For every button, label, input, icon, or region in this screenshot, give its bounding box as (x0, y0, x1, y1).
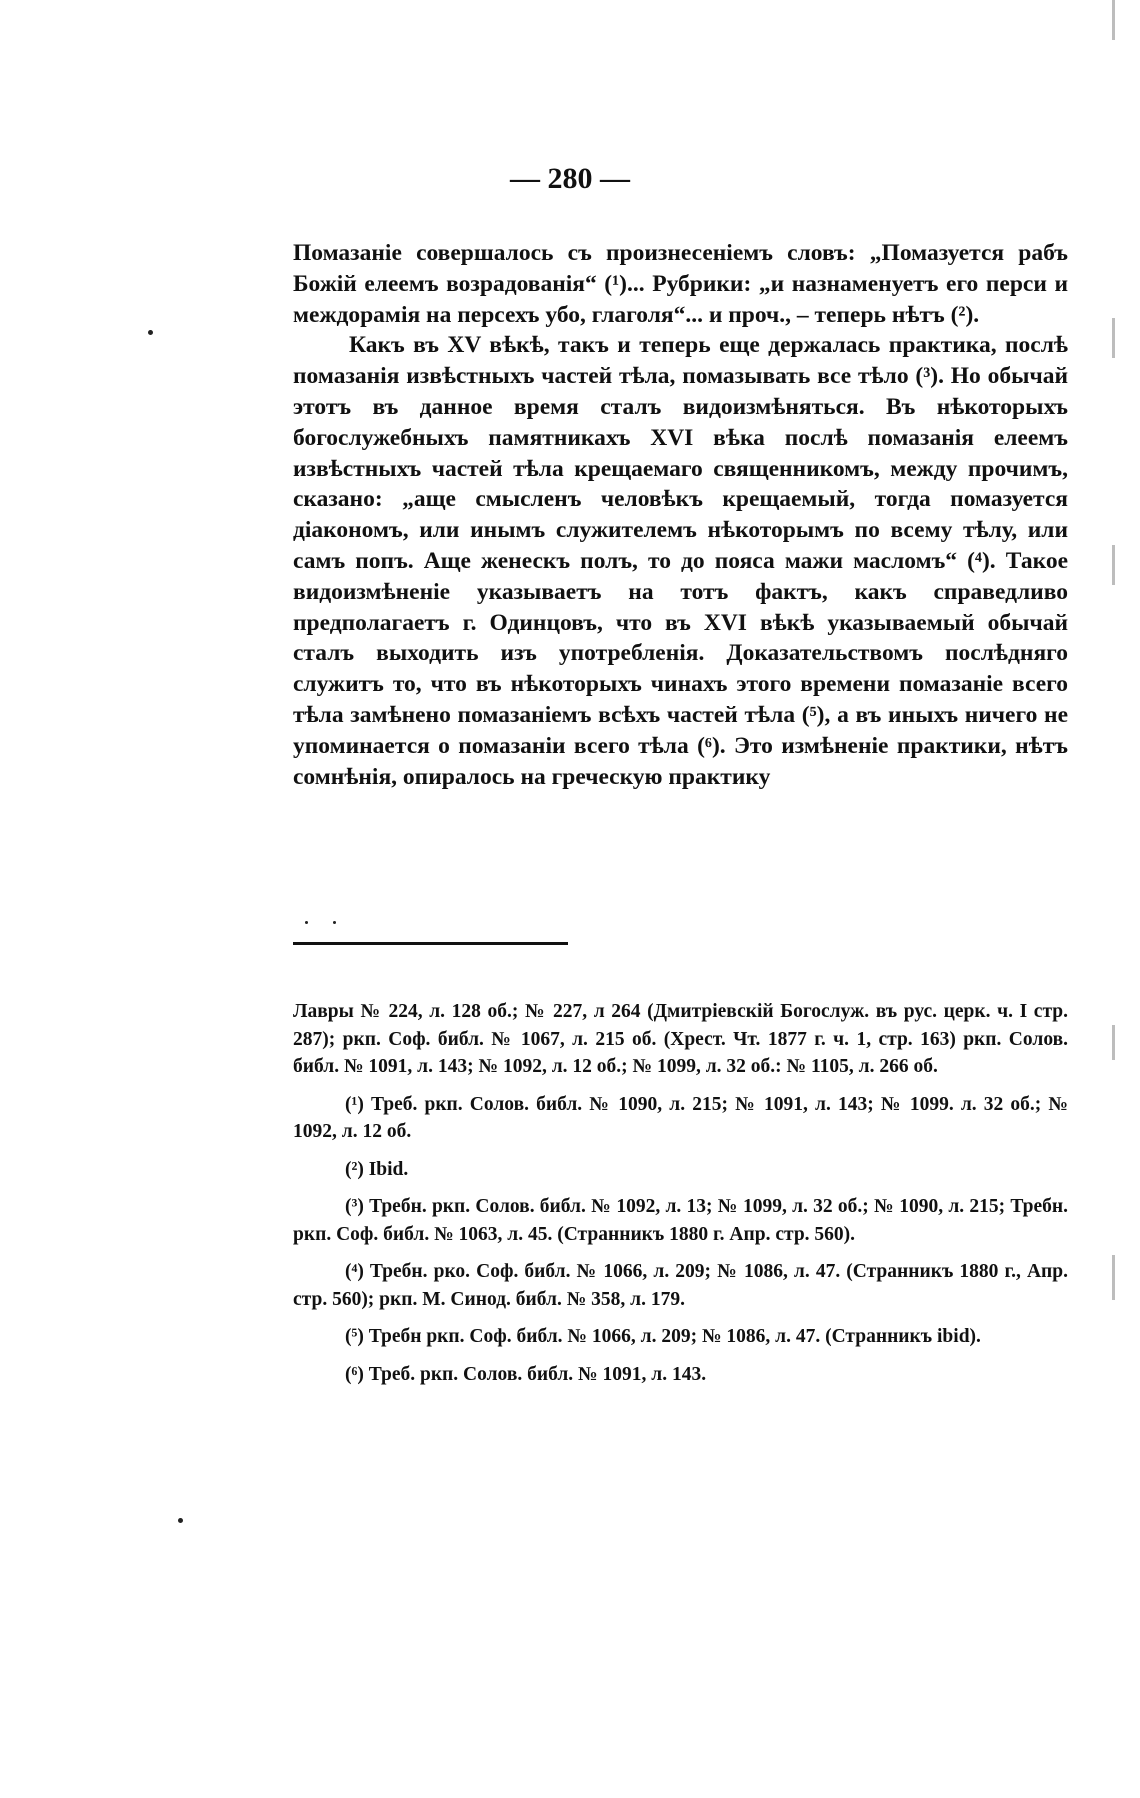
paragraph: Какъ въ XV вѣкѣ, такъ и теперь еще держалась практика, послѣ помазанія извѣстныхъ частей тѣла, помазывать все тѣло (³). Но обычай этотъ въ данное время сталъ видоизмѣняться. Въ нѣкоторыхъ богослужебныхъ памятникахъ XVI вѣка послѣ помазанія елеемъ извѣстныхъ частей тѣла крещаемаго священникомъ, между прочимъ, сказано: „аще смысленъ человѣкъ крещаемый, тогда помазуется діакономъ, или инымъ служителемъ нѣкоторымъ по всему тѣлу, или самъ попъ. Аще женескъ полъ, то до пояса мажи масломъ“ (⁴). Такое видоизмѣненіе указываетъ на тотъ фактъ, какъ справедливо предполагаетъ г. Одинцовъ, что въ XVI вѣкѣ указываемый обычай сталъ выходить изъ употребленія. Доказательствомъ послѣдняго служитъ то, что въ нѣкоторыхъ чинахъ этого времени помазаніе всего тѣла замѣнено помазаніемъ всѣхъ частей тѣла (⁵), а въ иныхъ ничего не упоминается о помазаніи всего тѣла (⁶). Это измѣненіе практики, нѣтъ сомнѣнія, опиралось на греческую практику (293, 332, 1068, 790)
scan-speck (333, 921, 336, 924)
footnote: (³) Требн. ркп. Солов. библ. № 1092, л. 13; № 1099, л. 32 об.; № 1090, л. 215; Требн. ркп. Соф. библ. № 1063, л. 45. (Странникъ 1880 г. Апр. стр. 560). (293, 1196, 1068, 1245)
main-text (293, 238, 1068, 792)
footnote: (⁶) Треб. ркп. Солов. библ. № 1091, л. 143. (345, 1363, 707, 1385)
scan-edge-mark (1112, 545, 1115, 585)
scan-speck (305, 921, 308, 924)
scan-speck (148, 330, 153, 335)
footnote-divider (293, 942, 568, 945)
footnote: (¹) Треб. ркп. Солов. библ. № 1090, л. 215; № 1091, л. 143; № 1099. л. 32 об.; № 1092, л. 12 об. (293, 1093, 1068, 1142)
footnote-continuation: Лавры № 224, л. 128 об.; № 227, л 264 (Дмитріевскій Богослуж. въ рус. церк. ч. I стр. 287); ркп. Соф. библ. № 1067, л. 215 об. (Хрест. Чт. 1877 г. ч. 1, стр. 163) ркп. Солов. библ. № 1091, л. 143; № 1092, л. 12 об.; № 1099, л. 32 об.: № 1105, л. 266 об. (293, 1001, 1068, 1077)
scan-edge-mark (1112, 318, 1115, 358)
scan-speck (178, 1518, 183, 1523)
footnote: (²) Ibid. (345, 1158, 409, 1180)
footnotes-section (293, 998, 1068, 1398)
scan-edge-mark (1112, 1255, 1115, 1300)
footnote: (⁴) Требн. рко. Соф. библ. № 1066, л. 209; № 1086, л. 47. (Странникъ 1880 г., Апр. стр. 560); ркп. М. Синод. библ. № 358, л. 179. (293, 1261, 1068, 1310)
paragraph: Помазаніе совершалось съ произнесеніемъ словъ: „Помазуется рабъ Божій елеемъ возрадованія“ (¹)... Рубрики: „и назнаменуетъ его перси и междорамія на персехъ убо, глаголя“... и проч., – теперь нѣтъ (²). (293, 240, 1068, 328)
footnote: (⁵) Требн ркп. Соф. библ. № 1066, л. 209; № 1086, л. 47. (Странникъ ibid). (345, 1326, 981, 1347)
scan-edge-mark (1112, 0, 1115, 40)
page-number: — 280 — (510, 162, 630, 195)
scan-edge-mark (1112, 1025, 1115, 1060)
